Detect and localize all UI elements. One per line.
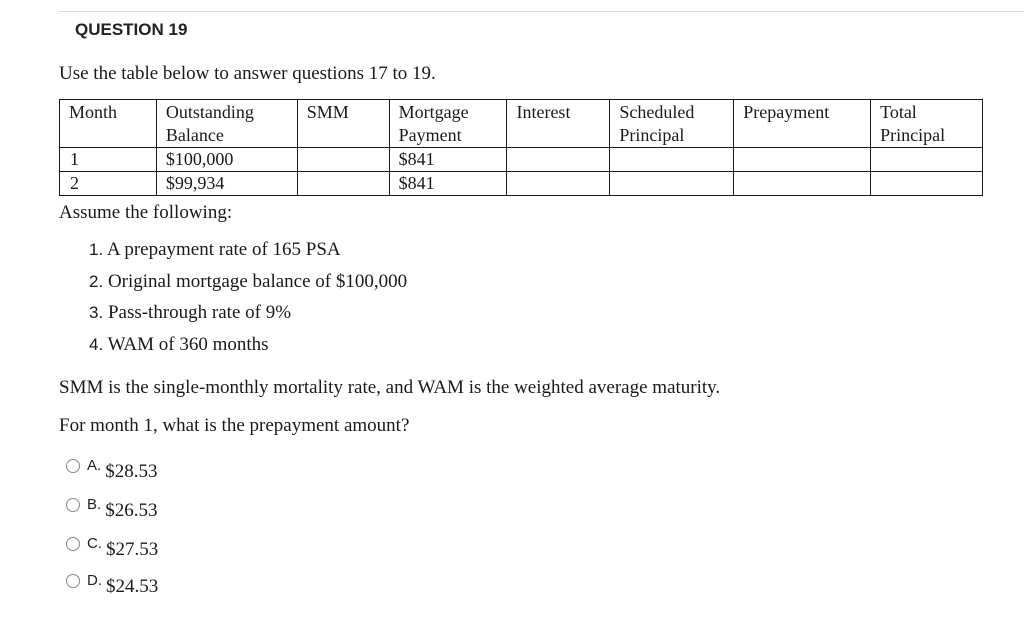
table-row: [60, 148, 983, 172]
header-outstanding-balance: Outstanding Balance: [156, 100, 297, 148]
table-row: [60, 172, 983, 196]
assumption-text: Pass-through rate of 9%: [107, 302, 292, 323]
cell-scheduled-principal: [610, 172, 734, 196]
assumption-number: 1.: [89, 240, 104, 259]
option-letter: C.: [87, 535, 102, 552]
assumption-number: 3.: [89, 303, 104, 322]
assumption-text: A prepayment rate of 165 PSA: [106, 239, 341, 260]
assume-lead: Assume the following:: [59, 202, 233, 223]
header-mortgage-payment: Mortgage Payment: [389, 100, 507, 148]
assumption-text: WAM of 360 months: [107, 334, 269, 355]
option-value: $28.53: [105, 461, 158, 482]
cell-smm: [297, 148, 389, 172]
question-intro: Use the table below to answer questions 17 to 19.: [59, 63, 436, 84]
header-smm: SMM: [297, 100, 389, 148]
assumption-text: Original mortgage balance of $100,000: [107, 271, 408, 292]
cell-interest: [507, 148, 610, 172]
option-b[interactable]: [66, 496, 157, 520]
cell-scheduled-principal: [610, 148, 734, 172]
header-month: Month: [60, 100, 157, 148]
radio-button-icon[interactable]: [66, 574, 80, 588]
definition-text: SMM is the single-monthly mortality rate, and WAM is the weighted average maturity.: [59, 377, 721, 398]
assumption-item: [89, 334, 269, 356]
option-value: $24.53: [106, 576, 159, 597]
radio-button-icon[interactable]: [66, 537, 80, 551]
cell-total-principal: [871, 172, 983, 196]
assumption-number: 4.: [89, 335, 104, 354]
assumption-item: [89, 302, 291, 324]
assumption-number: 2.: [89, 272, 104, 291]
header-scheduled-principal: Scheduled Principal: [610, 100, 734, 148]
cell-balance: $99,934: [156, 172, 297, 196]
header-total-principal: Total Principal: [871, 100, 983, 148]
cell-total-principal: [871, 148, 983, 172]
cell-month: 2: [60, 172, 157, 196]
header-prepayment: Prepayment: [734, 100, 871, 148]
assumption-item: [89, 271, 407, 293]
cell-payment: $841: [389, 172, 507, 196]
option-value: $26.53: [105, 500, 158, 521]
cell-prepayment: [734, 148, 871, 172]
cell-prepayment: [734, 172, 871, 196]
header-interest: Interest: [507, 100, 610, 148]
option-letter: A.: [87, 457, 102, 474]
mortgage-table: [59, 99, 983, 196]
option-d[interactable]: [66, 572, 158, 596]
question-title: QUESTION 19: [75, 20, 188, 39]
radio-button-icon[interactable]: [66, 459, 80, 473]
top-divider: [58, 11, 1024, 12]
assumption-item: [89, 239, 341, 261]
radio-button-icon[interactable]: [66, 498, 80, 512]
option-value: $27.53: [106, 539, 159, 560]
cell-payment: $841: [389, 148, 507, 172]
cell-interest: [507, 172, 610, 196]
cell-balance: $100,000: [156, 148, 297, 172]
question-prompt: For month 1, what is the prepayment amount?: [59, 415, 410, 436]
cell-smm: [297, 172, 389, 196]
option-c[interactable]: [66, 535, 158, 559]
option-letter: B.: [87, 496, 102, 513]
table-header-row: [60, 100, 983, 148]
cell-month: 1: [60, 148, 157, 172]
option-letter: D.: [87, 572, 102, 589]
option-a[interactable]: [66, 457, 157, 481]
